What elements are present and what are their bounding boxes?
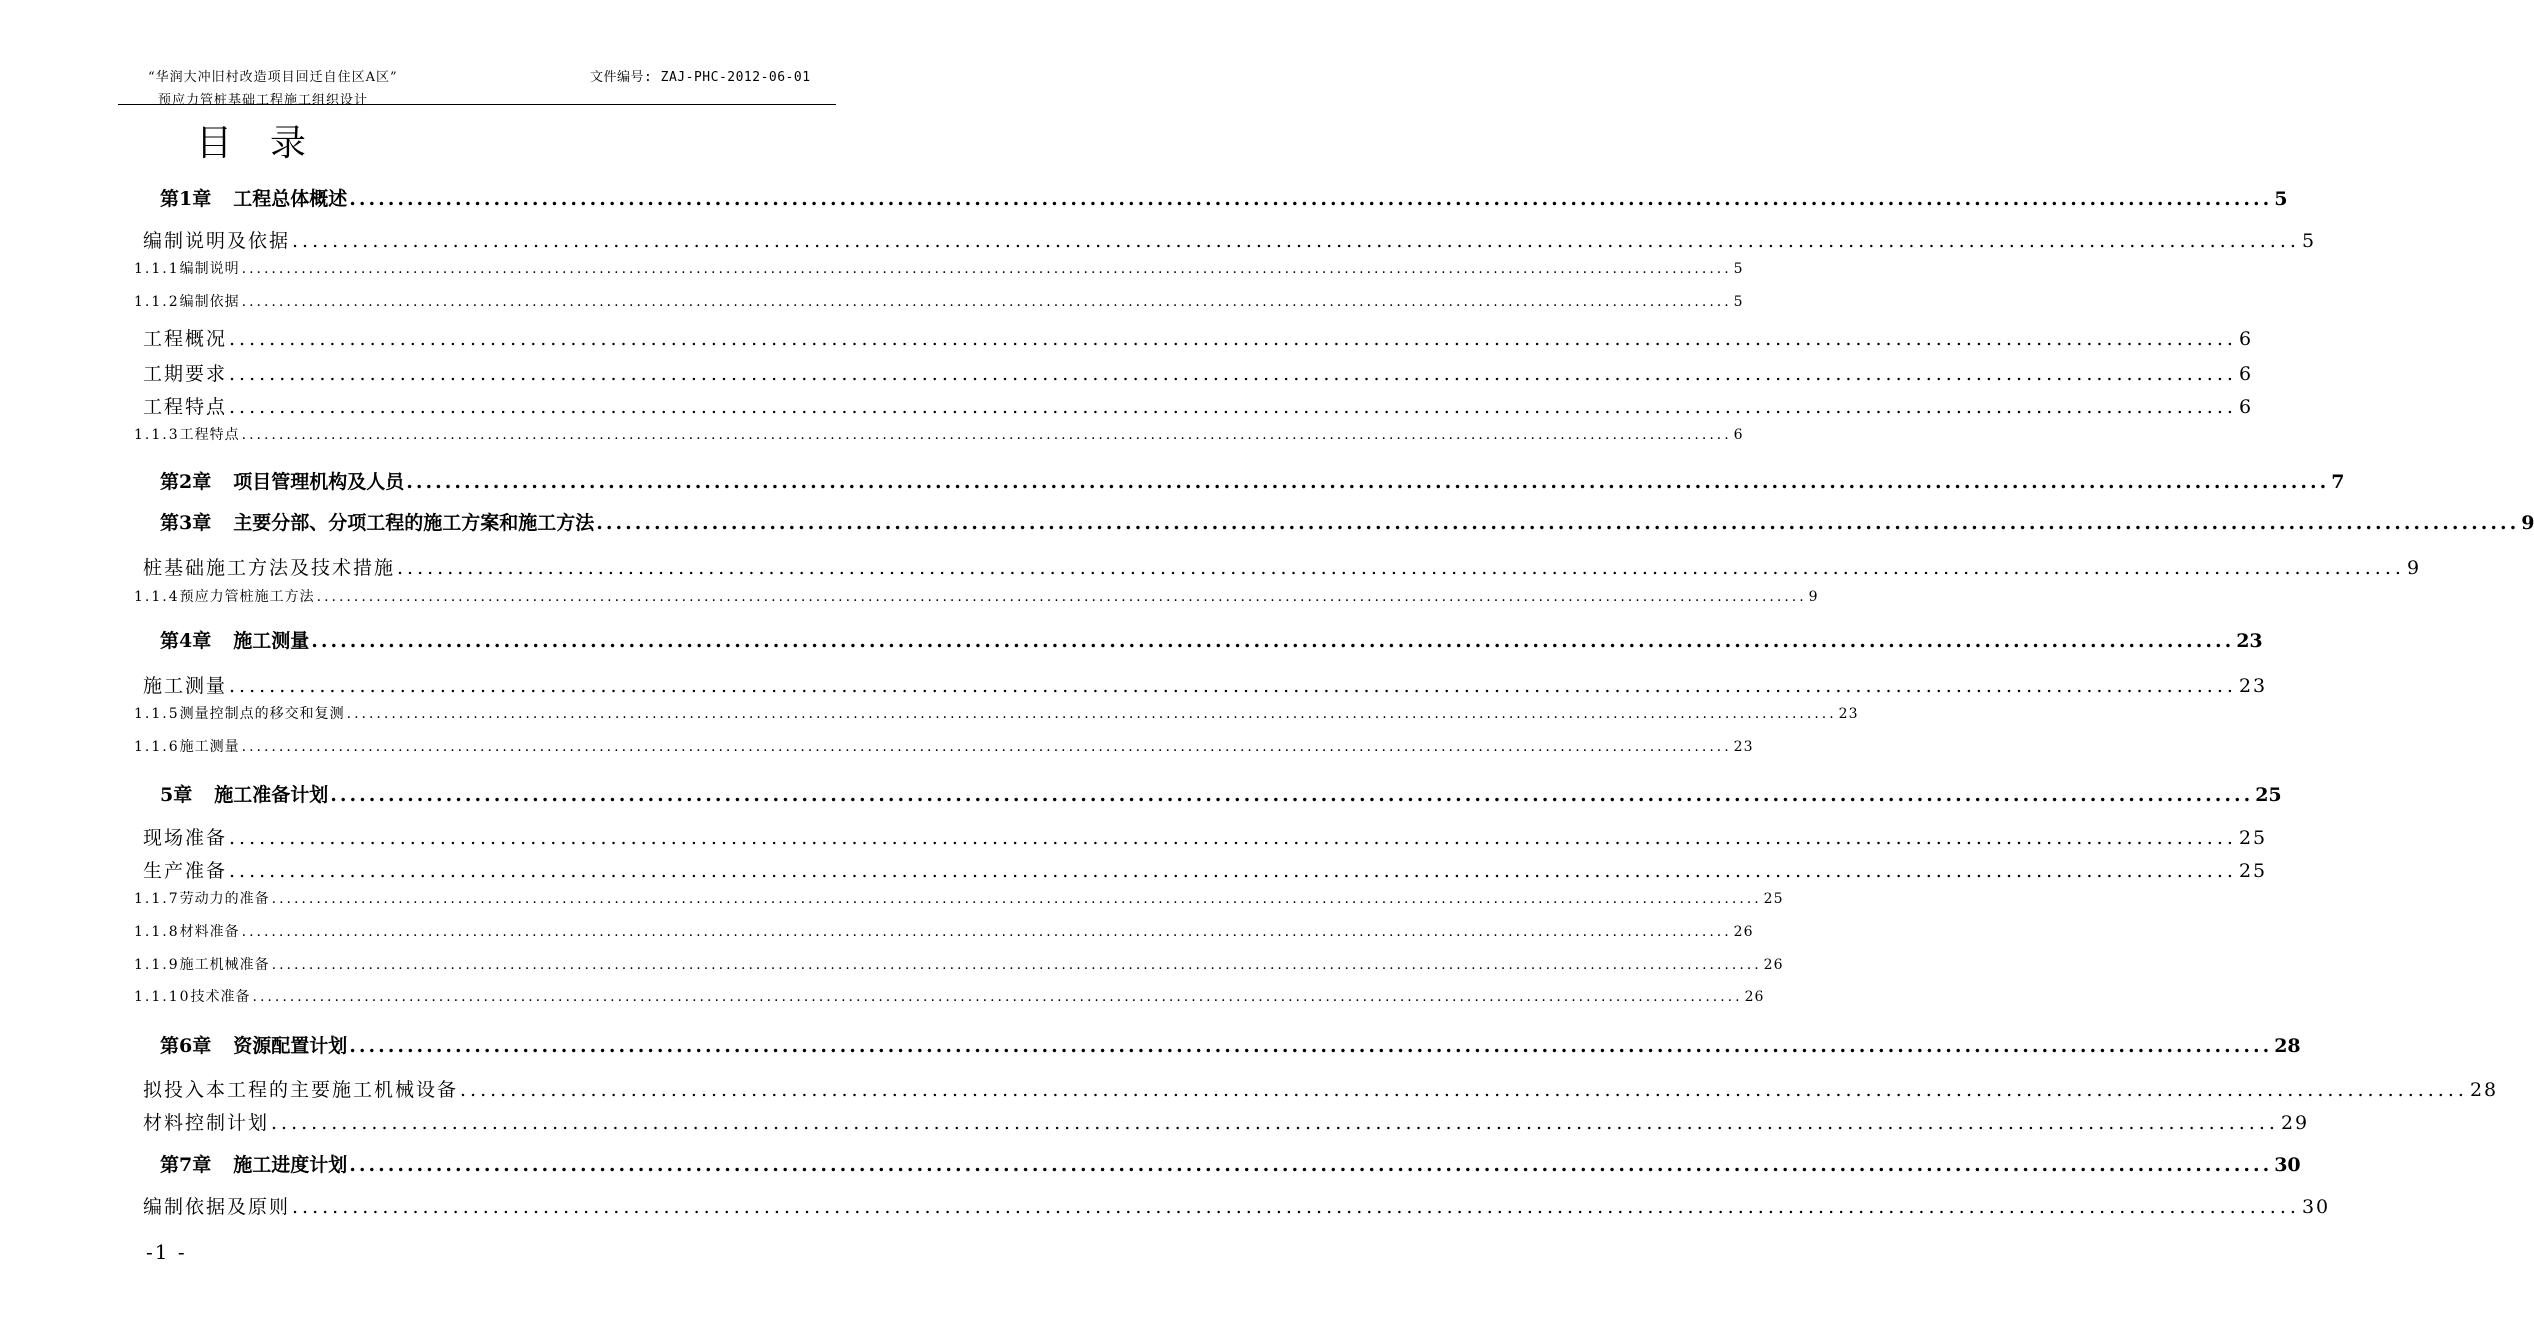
toc-dot-leader: ........................................................................................................................................................................................................ (330, 784, 2254, 806)
toc-entry-number: 第3章 (160, 512, 212, 534)
toc-dot-leader: ........................................................................................................................................................................................................ (241, 261, 1732, 277)
toc-entry-number: 第2章 (160, 471, 212, 493)
toc-entry-page: 9 (1808, 589, 1819, 605)
toc-dot-leader: ........................................................................................................................................................................................................ (241, 739, 1732, 755)
toc-entry-number: 第4章 (160, 630, 212, 652)
toc-entry-number: 1.1.9 (134, 957, 180, 973)
toc-entry-title: 施工进度计划 (233, 1154, 348, 1176)
header-divider (118, 104, 836, 105)
toc-entry-sec[interactable] (143, 553, 2422, 580)
toc-entry-sub[interactable] (134, 736, 1754, 756)
toc-entry-page: 25 (1763, 891, 1784, 907)
toc-entry-page: 6 (2238, 363, 2254, 385)
toc-entry-title: 预应力管桩施工方法 (179, 589, 315, 605)
toc-entry-page: 23 (1733, 739, 1754, 755)
toc-dot-leader: ........................................................................................................................................................................................................ (241, 427, 1732, 443)
toc-entry-chap[interactable] (160, 1150, 2301, 1177)
toc-entry-title: 材料准备 (179, 924, 240, 940)
toc-entry-sec[interactable] (143, 1192, 2331, 1219)
toc-dot-leader: ........................................................................................................................................................................................................ (271, 891, 1762, 907)
toc-entry-page: 5 (2274, 188, 2288, 210)
toc-entry-title: 编制说明及依据 (143, 230, 291, 252)
toc-entry-title: 现场准备 (143, 827, 228, 849)
toc-entry-number: 第6章 (160, 1035, 212, 1057)
toc-entry-number: 1.1.2 (134, 294, 180, 310)
header-doc-number: 文件编号: ZAJ-PHC-2012-06-01 (590, 70, 811, 85)
toc-entry-page: 25 (2238, 860, 2268, 882)
toc-dot-leader: ........................................................................................................................................................................................................ (596, 512, 2520, 534)
toc-entry-chap[interactable] (160, 780, 2282, 807)
toc-dot-leader: ........................................................................................................................................................................................................ (406, 471, 2330, 493)
toc-entry-page: 23 (2238, 675, 2268, 697)
toc-entry-page: 26 (1744, 989, 1765, 1005)
toc-entry-title: 项目管理机构及人员 (233, 471, 405, 493)
toc-entry-sub[interactable] (134, 954, 1784, 974)
toc-entry-number: 1.1.4 (134, 589, 180, 605)
toc-entry-number: 第7章 (160, 1154, 212, 1176)
toc-entry-page: 5 (1733, 294, 1744, 310)
toc-entry-page: 6 (2238, 396, 2254, 418)
toc-entry-number: 1.1.10 (134, 989, 191, 1005)
toc-entry-number: 1.1.8 (134, 924, 180, 940)
toc-entry-sec[interactable] (143, 823, 2268, 850)
toc-entry-title: 施工测量 (143, 675, 228, 697)
toc-dot-leader: ........................................................................................................................................................................................................ (252, 989, 1743, 1005)
toc-entry-number: 第1章 (160, 188, 212, 210)
toc-entry-number: 1.1.7 (134, 891, 180, 907)
toc-dot-leader: ........................................................................................................................................................................................................ (229, 827, 2237, 849)
toc-dot-leader: ........................................................................................................................................................................................................ (349, 1154, 2273, 1176)
toc-entry-sec[interactable] (143, 1108, 2310, 1135)
toc-entry-title: 拟投入本工程的主要施工机械设备 (143, 1079, 459, 1101)
toc-dot-leader: ........................................................................................................................................................................................................ (349, 1035, 2273, 1057)
toc-entry-title: 劳动力的准备 (179, 891, 270, 907)
toc-dot-leader: ........................................................................................................................................................................................................ (229, 328, 2237, 350)
toc-entry-title: 工程特点 (179, 427, 240, 443)
toc-entry-sub[interactable] (134, 586, 1819, 606)
toc-entry-page: 30 (2274, 1154, 2301, 1176)
toc-dot-leader: ........................................................................................................................................................................................................ (311, 630, 2235, 652)
header-line-2: 预应力管桩基础工程施工组织设计 (158, 93, 369, 108)
toc-dot-leader: ........................................................................................................................................................................................................ (229, 363, 2237, 385)
toc-entry-sec[interactable] (143, 671, 2268, 698)
toc-entry-page: 29 (2280, 1112, 2310, 1134)
toc-entry-title: 工程概况 (143, 328, 228, 350)
toc-dot-leader: ........................................................................................................................................................................................................ (349, 188, 2273, 210)
toc-entry-sub[interactable] (134, 291, 1744, 311)
toc-entry-title: 编制依据及原则 (143, 1196, 291, 1218)
toc-dot-leader: ........................................................................................................................................................................................................ (241, 924, 1732, 940)
toc-entry-chap[interactable] (160, 467, 2345, 494)
toc-entry-number: 1.1.3 (134, 427, 180, 443)
toc-entry-page: 5 (2301, 230, 2317, 252)
toc-dot-leader: ........................................................................................................................................................................................................ (271, 957, 1762, 973)
toc-entry-page: 6 (1733, 427, 1744, 443)
toc-entry-title: 施工测量 (233, 630, 310, 652)
header-line-1: “华润大冲旧村改造项目回迁自住区A区” (148, 70, 398, 85)
toc-entry-title: 编制依据 (179, 294, 240, 310)
toc-entry-page: 23 (2236, 630, 2263, 652)
toc-entry-title: 施工测量 (179, 739, 240, 755)
toc-entry-title: 主要分部、分项工程的施工方案和施工方法 (233, 512, 595, 534)
toc-entry-number: 5章 (160, 784, 193, 806)
toc-entry-title: 生产准备 (143, 860, 228, 882)
toc-title: 目录 (196, 123, 345, 164)
toc-entry-page: 5 (1733, 261, 1744, 277)
toc-entry-sec[interactable] (143, 392, 2254, 419)
toc-entry-sec[interactable] (143, 226, 2317, 253)
toc-entry-number: 1.1.6 (134, 739, 180, 755)
toc-entry-page: 9 (2521, 512, 2534, 534)
toc-entry-page: 30 (2301, 1196, 2331, 1218)
toc-entry-page: 28 (2274, 1035, 2301, 1057)
toc-dot-leader: ........................................................................................................................................................................................................ (292, 1196, 2300, 1218)
toc-entry-sec[interactable] (143, 856, 2268, 883)
toc-dot-leader: ........................................................................................................................................................................................................ (241, 294, 1732, 310)
toc-dot-leader: ........................................................................................................................................................................................................ (229, 396, 2237, 418)
toc-entry-title: 施工机械准备 (179, 957, 270, 973)
toc-entry-sub[interactable] (134, 888, 1784, 908)
footer-page-number: -1 - (146, 1240, 187, 1264)
toc-entry-chap[interactable] (160, 1031, 2301, 1058)
toc-entry-page: 7 (2331, 471, 2345, 493)
toc-entry-number: 1.1.1 (134, 261, 180, 277)
toc-dot-leader: ........................................................................................................................................................................................................ (460, 1079, 2468, 1101)
toc-entry-page: 28 (2469, 1079, 2499, 1101)
toc-dot-leader: ........................................................................................................................................................................................................ (397, 557, 2405, 579)
toc-entry-page: 9 (2406, 557, 2422, 579)
toc-entry-title: 工期要求 (143, 363, 228, 385)
toc-entry-sec[interactable] (143, 324, 2254, 351)
toc-entry-page: 26 (1733, 924, 1754, 940)
toc-entry-title: 桩基础施工方法及技术措施 (143, 557, 396, 579)
toc-entry-sec[interactable] (143, 1075, 2499, 1102)
toc-entry-title: 技术准备 (190, 989, 251, 1005)
toc-entry-page: 6 (2238, 328, 2254, 350)
toc-dot-leader: ........................................................................................................................................................................................................ (229, 860, 2237, 882)
toc-dot-leader: ........................................................................................................................................................................................................ (229, 675, 2237, 697)
toc-entry-sub[interactable] (134, 424, 1744, 444)
toc-dot-leader: ........................................................................................................................................................................................................ (292, 230, 2300, 252)
toc-entry-sub[interactable] (134, 703, 1859, 723)
toc-entry-page: 26 (1763, 957, 1784, 973)
toc-entry-sub[interactable] (134, 258, 1744, 278)
toc-entry-number: 1.1.5 (134, 706, 180, 722)
toc-entry-title: 编制说明 (179, 261, 240, 277)
toc-entry-chap[interactable] (160, 626, 2263, 653)
toc-entry-page: 25 (2255, 784, 2282, 806)
toc-dot-leader: ........................................................................................................................................................................................................ (346, 706, 1837, 722)
toc-entry-title: 资源配置计划 (233, 1035, 348, 1057)
toc-entry-page: 25 (2238, 827, 2268, 849)
toc-entry-chap[interactable] (160, 184, 2288, 211)
toc-entry-sub[interactable] (134, 921, 1754, 941)
toc-entry-title: 测量控制点的移交和复测 (179, 706, 345, 722)
toc-entry-title: 工程特点 (143, 396, 228, 418)
header-project-title (148, 66, 398, 112)
toc-entry-sub[interactable] (134, 986, 1765, 1006)
toc-entry-title: 施工准备计划 (214, 784, 329, 806)
toc-entry-page: 23 (1838, 706, 1859, 722)
toc-dot-leader: ........................................................................................................................................................................................................ (316, 589, 1807, 605)
toc-entry-sec[interactable] (143, 359, 2254, 386)
toc-entry-title: 工程总体概述 (233, 188, 348, 210)
toc-entry-title: 材料控制计划 (143, 1112, 270, 1134)
toc-entry-chap[interactable] (160, 508, 2534, 535)
toc-dot-leader: ........................................................................................................................................................................................................ (271, 1112, 2279, 1134)
